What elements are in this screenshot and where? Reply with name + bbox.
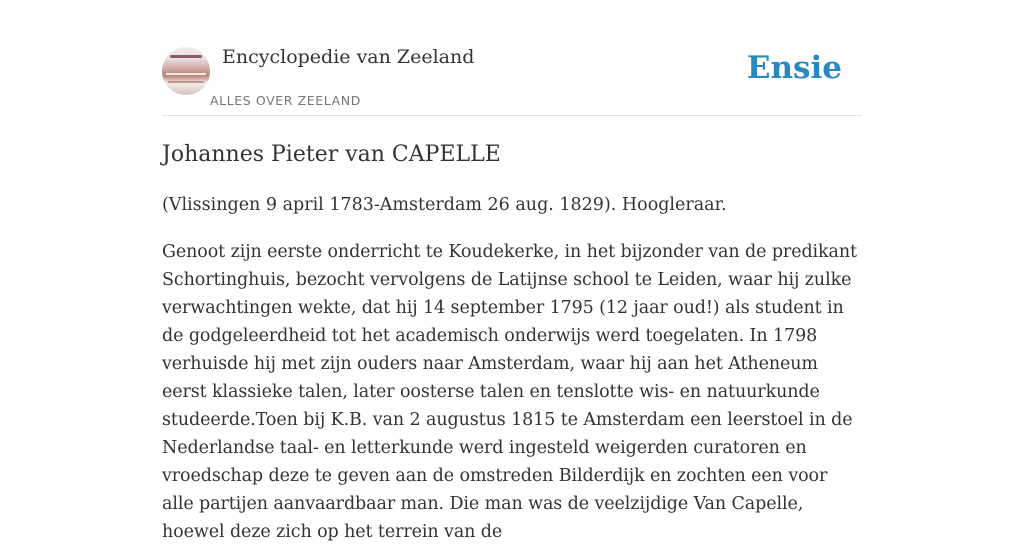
ensie-logo-link[interactable]: Ensie — [746, 50, 842, 86]
avatar-detail — [166, 73, 206, 75]
avatar-detail — [168, 81, 204, 83]
site-title-link[interactable]: Encyclopedie van Zeeland — [222, 46, 475, 68]
site-avatar[interactable] — [162, 47, 210, 95]
article-lead: (Vlissingen 9 april 1783-Amsterdam 26 aug. 1829). Hoogleraar. — [162, 195, 727, 215]
site-header — [162, 44, 862, 116]
article — [162, 140, 864, 546]
site-tagline: ALLES OVER ZEELAND — [210, 93, 361, 108]
article-body: Genoot zijn eerste onderricht te Koudekerke, in het bijzonder van de predikant Schortinghuis, bezocht vervolgens de Latijnse school te Leiden, waar hij zulke verwachtingen wekte, dat hij 14 september 1795 (12 jaar oud!) als student in de godgeleerdheid tot het academisch onderwijs werd toegelaten. In 1798 verhuisde hij met zijn ouders naar Amsterdam, waar hij aan het Atheneum eerst klassieke talen, later oosterse talen en tenslotte wis- en natuurkunde studeerde.Toen bij K.B. van 2 augustus 1815 te Amsterdam een leerstoel in de Nederlandse taal- en letterkunde werd ingesteld weigerden curatoren en vroedschap deze te geven aan de omstreden Bilderdijk en zochten een voor alle partijen aanvaardbaar man. Die man was de veelzijdige Van Capelle, hoewel deze zich op het terrein van de — [162, 242, 857, 542]
avatar-detail — [170, 55, 202, 58]
article-title: Johannes Pieter van CAPELLE — [162, 142, 501, 167]
